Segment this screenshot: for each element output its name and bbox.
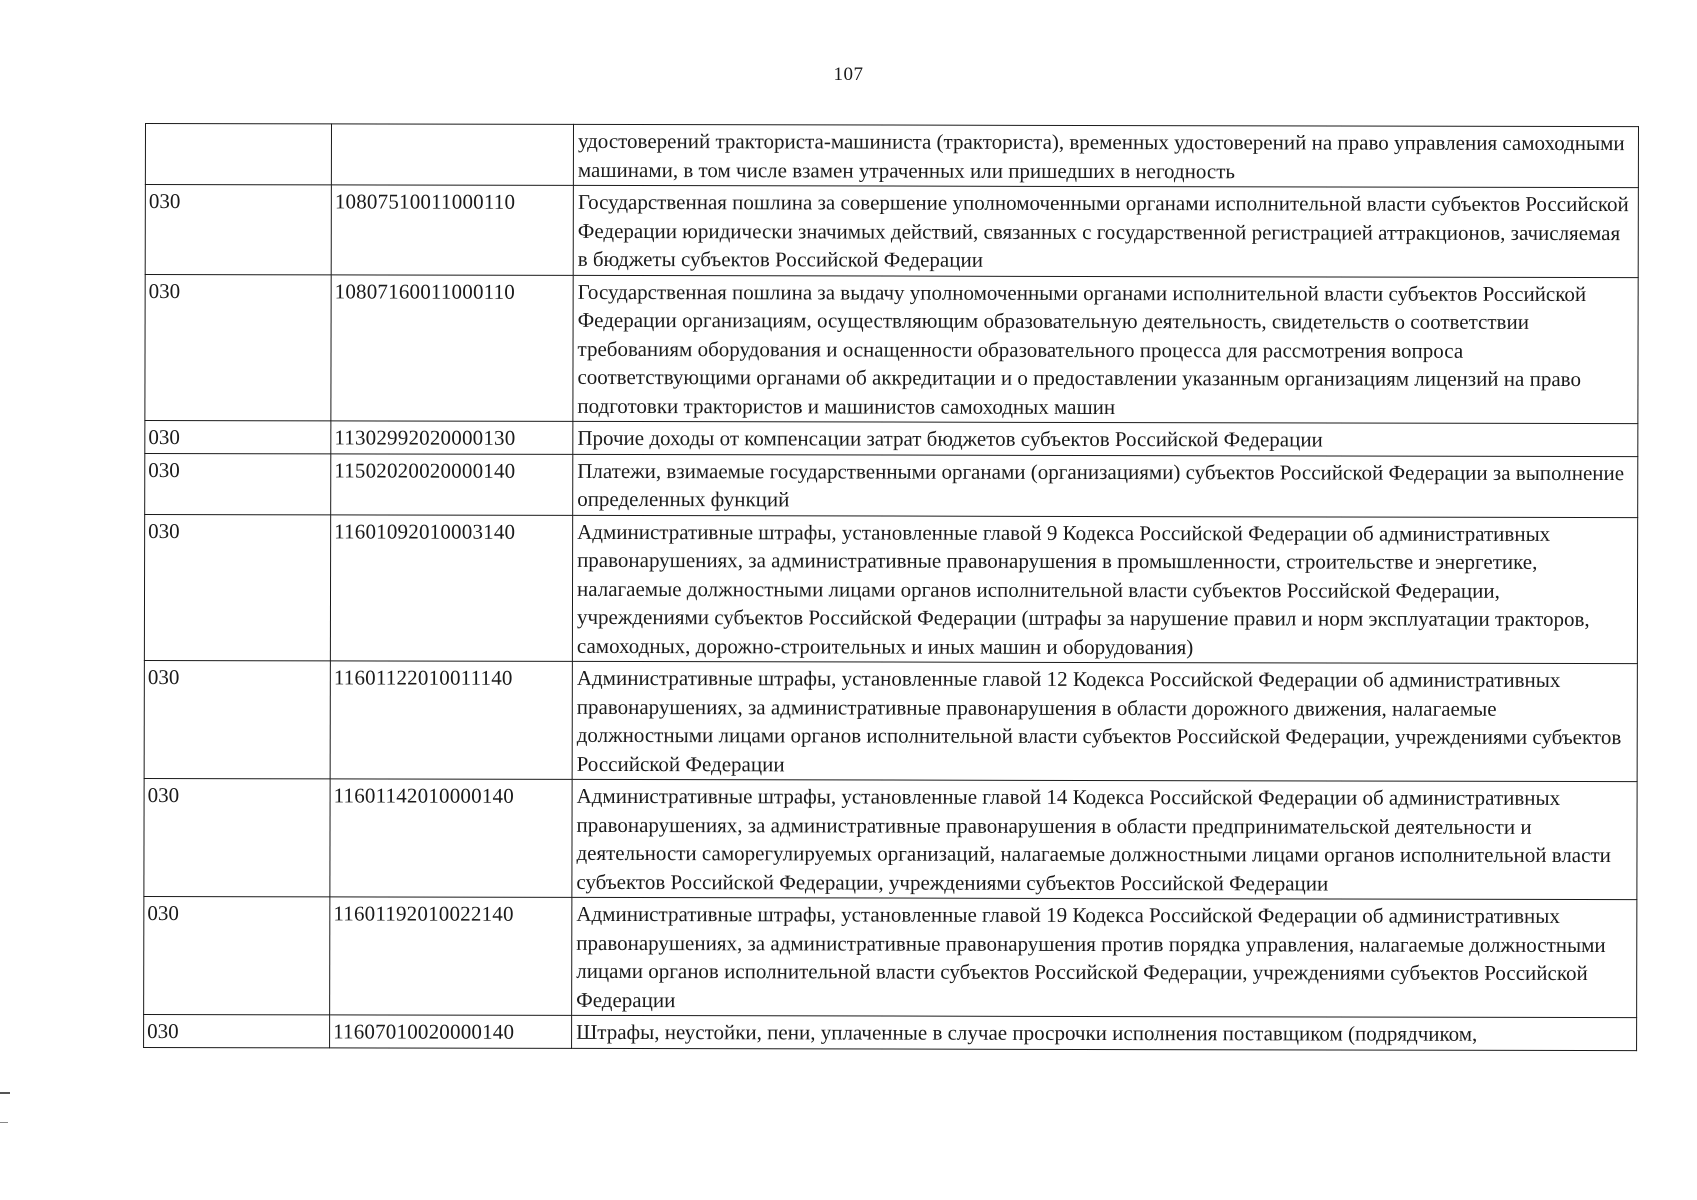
- revenue-code-cell: 11601122010011140: [330, 661, 572, 780]
- admin-code-cell: 030: [144, 1014, 330, 1047]
- revenue-code-cell: 11601092010003140: [330, 514, 572, 661]
- table-row: [145, 185, 1638, 278]
- admin-code-cell: 030: [144, 514, 330, 661]
- description-cell: Административные штрафы, установленные главой 12 Кодекса Российской Федерации об административных правонарушениях, за административные правонарушения в области дорожного движения, налагаемые должностными лицами органов исполнительной власти субъектов Российской Федерации, учреждениями субъектов Российской Федерации: [572, 661, 1637, 781]
- revenue-code-cell: 11302992020000130: [331, 421, 573, 454]
- description-cell: Прочие доходы от компенсации затрат бюджетов субъектов Российской Федерации: [573, 421, 1638, 456]
- table-row: [145, 124, 1638, 188]
- description-cell: Платежи, взимаемые государственными органами (организациями) субъектов Российской Федерации за выполнение определенных функций: [573, 454, 1638, 517]
- revenue-code-cell: 10807160011000110: [331, 274, 573, 421]
- admin-code-cell: [145, 124, 331, 185]
- admin-code-cell: 030: [145, 421, 331, 454]
- admin-code-cell: 030: [144, 660, 330, 778]
- description-cell: Штрафы, неустойки, пени, уплаченные в случае просрочки исполнения поставщиком (подрядчиком,: [572, 1015, 1637, 1050]
- table-row: [144, 896, 1637, 1017]
- table-row: [145, 274, 1638, 424]
- description-cell: удостоверений тракториста-машиниста (тракториста), временных удостоверений на право управления самоходными машинами, в том числе взамен утраченных или пришедших в негодность: [573, 124, 1638, 187]
- description-cell: Административные штрафы, установленные главой 9 Кодекса Российской Федерации об административных правонарушениях, за административные правонарушения в промышленности, строительстве и энергетике, налагаемые должностными лицами органов исполнительной власти субъектов Российской Федерации, учреждениями субъектов Российской Федерации (штрафы за нарушение правил и норм эксплуатации тракторов, самоходных, дорожно-строительных и иных машин и оборудования): [572, 515, 1637, 664]
- revenue-code-cell: 11601142010000140: [330, 779, 572, 898]
- scan-artifact-mark: [0, 1122, 8, 1123]
- admin-code-cell: 030: [145, 274, 331, 421]
- admin-code-cell: 030: [144, 896, 330, 1014]
- admin-code-cell: 030: [145, 453, 331, 514]
- description-cell: Государственная пошлина за выдачу уполномоченными органами исполнительной власти субъектов Российской Федерации организациям, осуществляющим образовательную деятельность, свидетельств о соответствии требованиям оборудования и оснащенности образовательного процесса для рассмотрения вопроса соответствующими органами об аккредитации и о предоставлении указанным организациям лицензий на право подготовки трактористов и машинистов самоходных машин: [573, 275, 1638, 424]
- table-row: [145, 453, 1638, 517]
- revenue-code-cell: 11502020020000140: [331, 453, 573, 515]
- scan-artifact-mark: [0, 1092, 10, 1094]
- table-row: [144, 778, 1637, 899]
- table-row: [144, 660, 1637, 781]
- description-cell: Административные штрафы, установленные главой 14 Кодекса Российской Федерации об административных правонарушениях, за административные правонарушения в области предпринимательской деятельности и деятельности саморегулируемых организаций, налагаемые должностными лицами органов исполнительной власти субъектов Российской Федерации, учреждениями субъектов Российской Федерации: [572, 779, 1637, 899]
- revenue-code-cell: 11607010020000140: [330, 1015, 572, 1048]
- table-row: [144, 1014, 1637, 1050]
- table-row: [145, 421, 1638, 457]
- admin-code-cell: 030: [145, 185, 331, 275]
- table-row: [144, 514, 1637, 664]
- description-cell: Административные штрафы, установленные главой 19 Кодекса Российской Федерации об административных правонарушениях, за административные правонарушения против порядка управления, налагаемые должностными лицами органов исполнительной власти субъектов Российской Федерации, учреждениями субъектов Российской Федерации: [572, 897, 1637, 1017]
- revenue-codes-table: [143, 123, 1639, 1051]
- revenue-code-cell: 10807510011000110: [331, 185, 573, 275]
- description-cell: Государственная пошлина за совершение уполномоченными органами исполнительной власти субъектов Российской Федерации юридически значимых действий, связанных с государственной регистрацией аттракционов, зачисляемая в бюджеты субъектов Российской Федерации: [573, 185, 1638, 277]
- revenue-code-cell: 11601192010022140: [330, 897, 572, 1016]
- admin-code-cell: 030: [144, 778, 330, 896]
- revenue-code-cell: [331, 124, 573, 186]
- page-number: 107: [833, 64, 864, 85]
